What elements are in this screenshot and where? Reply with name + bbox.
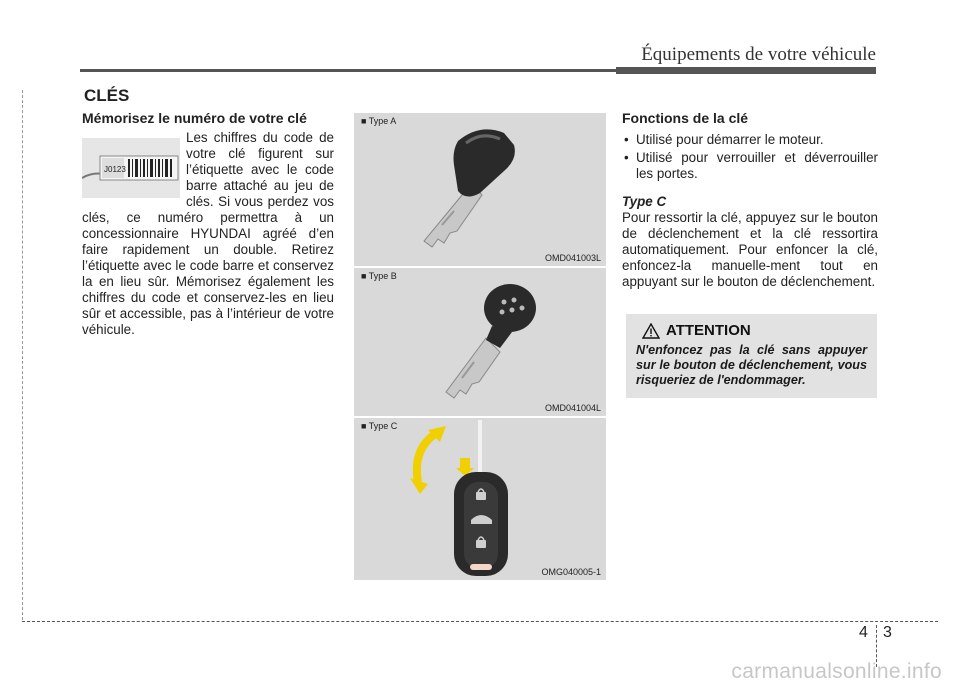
memorize-paragraph: Les chiffres du code de votre clé figurent sur l’étiquette avec le code barre attaché au jeu de clés. Si vous perdez vos clés, ce numéro permettra à un concessionnaire HYUNDAI agréé d’en faire rapidement un double. Retirez l’étiquette avec le code barre et conservez la en lieu sûr. Mémorisez également les chiffres du code et conservez-les en lieu sûr et accessible, pas à l’intérieur de votre véhicule. (82, 130, 334, 337)
warning-title: ATTENTION (666, 322, 751, 339)
functions-list (622, 132, 878, 182)
footer-rule (22, 621, 938, 622)
figure-code: OMG040005-1 (541, 567, 601, 577)
figure-type-b (354, 268, 606, 416)
warning-text: N'enfoncez pas la clé sans appuyer sur le bouton de déclenchement, vous risqueriez de l'endommager. (636, 343, 867, 387)
page-number: 3 (883, 624, 892, 641)
figure-type-c (354, 418, 606, 580)
left-margin-dash (22, 90, 23, 620)
watermark: carmanualsonline.info (731, 660, 942, 683)
chapter-number: 4 (859, 624, 868, 641)
functions-section (622, 110, 878, 290)
type-c-heading: Type C (622, 194, 667, 209)
figure-type-a (354, 113, 606, 266)
figure-label: ■ Type A (361, 116, 397, 126)
key-type-a-illustration (354, 113, 606, 266)
key-tag-code: J0123 (104, 165, 126, 174)
type-c-paragraph: Pour ressortir la clé, appuyez sur le bouton de déclenchement et la clé ressortira automatiquement. Pour enfoncer la clé, enfoncez-la manuelle-ment tout en appuyant sur le bouton de déclenchement. (622, 210, 878, 289)
chapter-title: Équipements de votre véhicule (641, 44, 876, 65)
warning-box (626, 314, 877, 398)
figure-label: ■ Type B (361, 271, 397, 281)
key-type-c-illustration (354, 418, 606, 580)
section-title: CLÉS (84, 86, 130, 105)
functions-heading: Fonctions de la clé (622, 110, 749, 126)
figure-code: OMD041003L (544, 253, 601, 263)
figure-label: ■ Type C (361, 421, 398, 431)
key-type-b-illustration (354, 268, 606, 416)
warning-triangle-icon (642, 323, 660, 339)
list-item: • Utilisé pour démarrer le moteur. (622, 132, 878, 148)
figure-code: OMD041004L (544, 403, 601, 413)
header-rule (80, 69, 876, 72)
memorize-heading: Mémorisez le numéro de votre clé (82, 110, 307, 126)
key-tag-image (82, 138, 180, 198)
list-item: • Utilisé pour verrouiller et déverrouiller les portes. (622, 150, 878, 182)
memorize-section (82, 110, 334, 338)
